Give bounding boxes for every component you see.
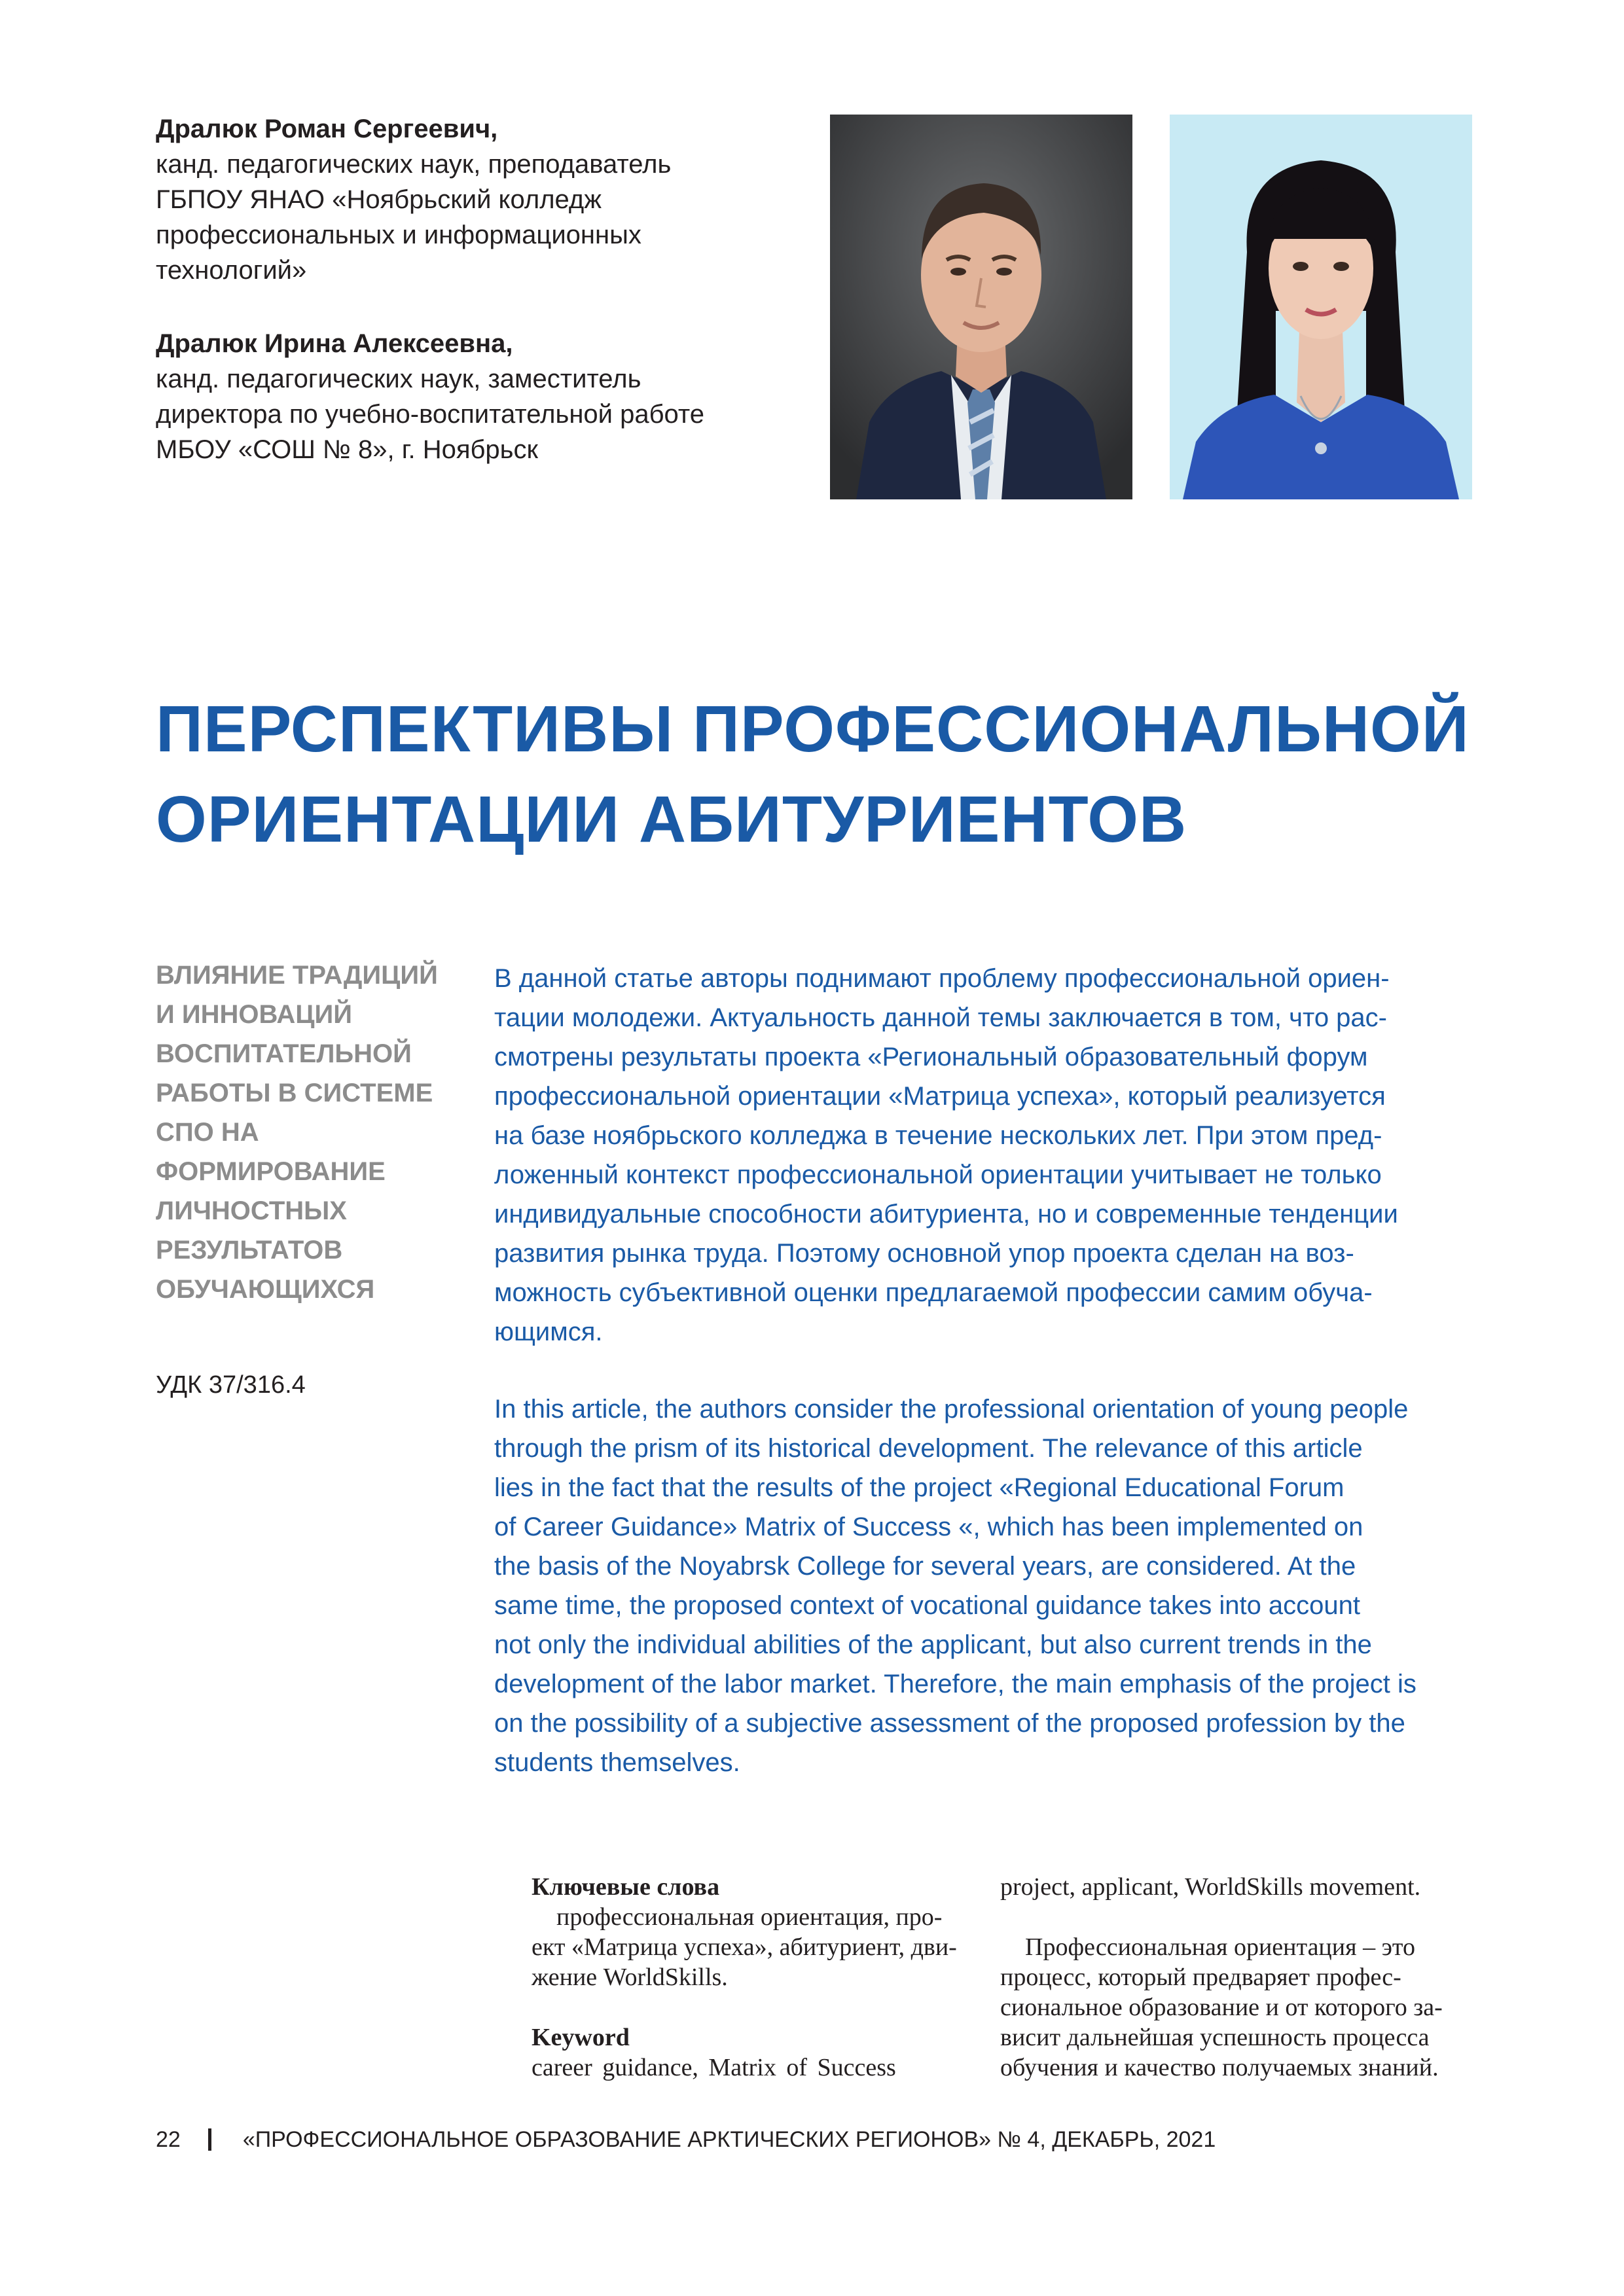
page-number: 22 [156,2127,181,2152]
subtitle-line: ОБУЧАЮЩИХСЯ [156,1275,375,1304]
author-name: Дралюк Ирина Алексеевна, [156,329,513,358]
abstract-line: ющимся. [494,1318,603,1346]
abstract-english [494,1390,1450,1782]
body-line: Профессиональная ориентация – это [1025,1933,1415,1961]
author-affiliation-line: технологий» [156,256,307,285]
keywords-en-line: career guidance, Matrix of Success [532,2054,896,2081]
keywords-ru-heading: Ключевые слова [532,1873,720,1901]
author-2-photo [1170,115,1472,499]
body-line: сиональное образование и от которого за- [1000,1994,1443,2021]
abstract-line: В данной статье авторы поднимают проблему профессиональной ориен- [494,964,1390,993]
subtitle-line: РАБОТЫ В СИСТЕМЕ [156,1079,433,1107]
authors-block [156,111,810,467]
author-1-portrait [830,115,1132,499]
abstract-line: lies in the fact that the results of the project «Regional Educational Forum [494,1473,1344,1502]
article-subtitle [156,956,470,1309]
abstract-line: ложенный контекст профессиональной ориентации учитывает не только [494,1160,1382,1189]
abstract-line: development of the labor market. Therefore, the main emphasis of the project is [494,1670,1416,1698]
abstract-line: тации молодежи. Актуальность данной темы заключается в том, что рас- [494,1003,1387,1032]
abstract-line: на базе ноябрьского колледжа в течение нескольких лет. При этом пред- [494,1121,1382,1150]
keywords-en-continuation: project, applicant, WorldSkills movement. [1000,1873,1421,1901]
body-line: процесс, который предваряет профес- [1000,1964,1401,1991]
body-line: висит дальнейшая успешность процесса [1000,2024,1430,2051]
keywords-ru-line: жение WorldSkills. [532,1964,728,1991]
author-affiliation-line: ГБПОУ ЯНАО «Ноябрьский колледж [156,185,602,214]
abstract-line: можность субъективной оценки предлагаемой профессии самим обуча- [494,1278,1373,1307]
abstract-russian [494,959,1470,1352]
keywords-ru-line: ект «Матрица успеха», абитуриент, дви- [532,1933,957,1961]
abstract-line: on the possibility of a subjective assessment of the proposed profession by the [494,1709,1405,1738]
abstract-line: профессиональной ориентации «Матрица успеха», который реализуется [494,1082,1386,1111]
abstract-line: of Career Guidance» Matrix of Success «, which has been implemented on [494,1513,1363,1541]
author-2-portrait [1170,115,1472,499]
title-line: ОРИЕНТАЦИИ АБИТУРИЕНТОВ [156,783,1187,856]
abstract-line: In this article, the authors consider the professional orientation of young people [494,1395,1409,1424]
abstract-line: students themselves. [494,1748,740,1777]
abstract-line: развития рынка труда. Поэтому основной упор проекта сделан на воз- [494,1239,1354,1268]
article-title [156,684,1498,865]
author-1-photo [830,115,1132,499]
journal-name: «ПРОФЕССИОНАЛЬНОЕ ОБРАЗОВАНИЕ АРКТИЧЕСКИХ РЕГИОНОВ» № 4, ДЕКАБРЬ, 2021 [242,2127,1216,2152]
author-name: Дралюк Роман Сергеевич, [156,115,498,143]
abstract-line: смотрены результаты проекта «Региональный образовательный форум [494,1043,1368,1071]
author-2 [156,326,810,467]
keywords-ru-line: профессиональная ориентация, про- [556,1903,943,1931]
keywords-en-heading: Keyword [532,2024,630,2051]
udk-code: УДК 37/316.4 [156,1371,306,1399]
author-affiliation-line: профессиональных и информационных [156,221,641,249]
subtitle-line: И ИННОВАЦИЙ [156,1000,352,1029]
author-affiliation-line: канд. педагогических наук, преподаватель [156,150,672,179]
footer-separator [208,2128,211,2151]
abstract-line: through the prism of its historical development. The relevance of this article [494,1434,1363,1463]
body-line: обучения и качество получаемых знаний. [1000,2054,1439,2081]
keywords-column [532,1872,965,2083]
page-footer [156,2127,1216,2153]
subtitle-line: ВЛИЯНИЕ ТРАДИЦИЙ [156,961,438,990]
abstract-line: not only the individual abilities of the applicant, but also current trends in the [494,1630,1372,1659]
abstract-line: the basis of the Noyabrsk College for several years, are considered. At the [494,1552,1356,1581]
abstract-line: same time, the proposed context of vocational guidance takes into account [494,1591,1361,1620]
subtitle-line: РЕЗУЛЬТАТОВ [156,1236,343,1265]
subtitle-line: ЛИЧНОСТНЫХ [156,1196,347,1225]
abstract-line: индивидуальные способности абитуриента, но и современные тенденции [494,1200,1398,1229]
subtitle-line: ВОСПИТАТЕЛЬНОЙ [156,1039,412,1068]
body-column [1000,1872,1471,2083]
subtitle-line: ФОРМИРОВАНИЕ [156,1157,386,1186]
author-affiliation-line: канд. педагогических наук, заместитель [156,365,641,393]
author-1 [156,111,810,288]
author-affiliation-line: директора по учебно-воспитательной работе [156,400,705,429]
subtitle-line: СПО НА [156,1118,259,1147]
title-line: ПЕРСПЕКТИВЫ ПРОФЕССИОНАЛЬНОЙ [156,692,1470,766]
author-affiliation-line: МБОУ «СОШ № 8», г. Ноябрьск [156,435,538,464]
